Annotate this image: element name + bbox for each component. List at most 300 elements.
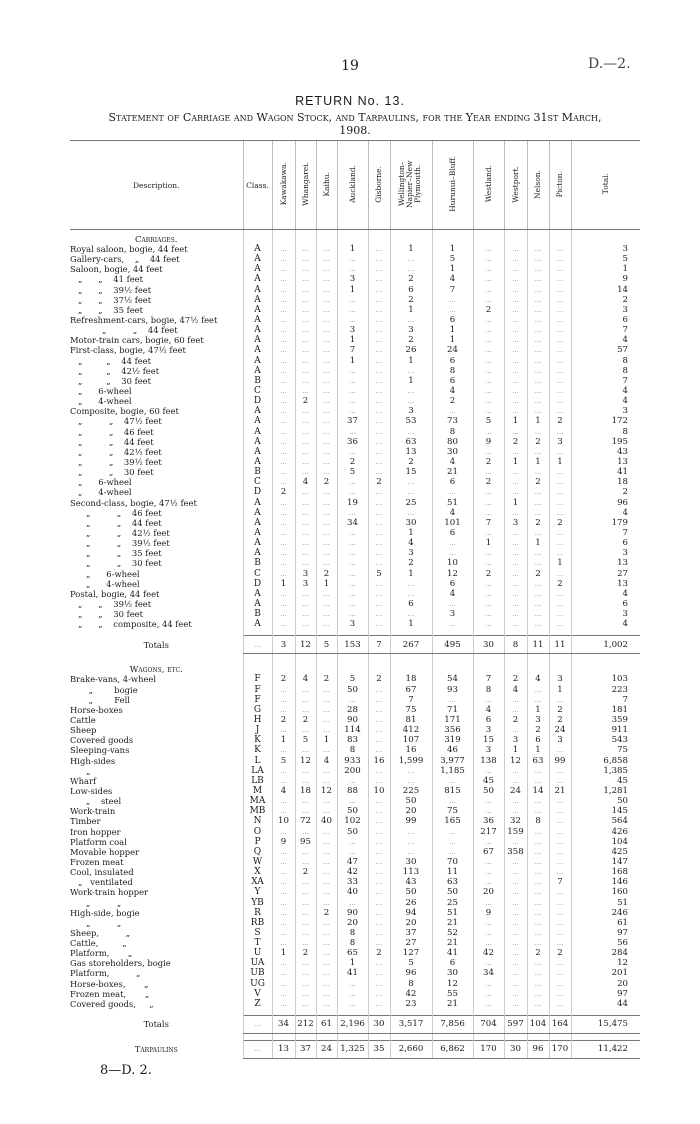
row-total: 3: [571, 609, 640, 619]
row-value: 1: [272, 579, 295, 589]
row-value: ...: [504, 766, 527, 776]
row-value: ...: [473, 938, 504, 948]
row-value: 5: [272, 755, 295, 765]
row-value: ...: [527, 599, 549, 609]
table-row: [70, 989, 640, 999]
row-value: ...: [549, 958, 571, 968]
row-value: ...: [549, 244, 571, 254]
table-row: [70, 548, 640, 558]
row-value: 51: [432, 908, 473, 918]
row-total: 75: [571, 745, 640, 755]
row-value: 3,517: [390, 1015, 432, 1033]
row-value: 95: [295, 837, 316, 847]
row-value: 99: [549, 755, 571, 765]
row-value: ...: [368, 816, 390, 826]
table-row: [70, 467, 640, 477]
row-value: ...: [316, 295, 337, 305]
row-description: „ „ 44 feet: [70, 325, 178, 336]
row-total: 146: [571, 877, 640, 887]
row-value: 88: [337, 786, 368, 796]
row-description: „ „ 47½ feet: [70, 416, 162, 427]
row-value: ...: [549, 897, 571, 907]
row-value: 2: [368, 674, 390, 684]
row-value: ...: [272, 599, 295, 609]
row-total: 18: [571, 477, 640, 487]
row-value: ...: [549, 325, 571, 335]
row-value: 12: [432, 979, 473, 989]
col-header-westport: Westport.: [504, 141, 527, 230]
row-value: ...: [337, 295, 368, 305]
row-class: A: [243, 498, 272, 508]
row-value: ...: [549, 335, 571, 345]
return-title: RETURN No. 13.: [295, 94, 405, 108]
empty-cell: [316, 660, 337, 674]
row-class: P: [243, 837, 272, 847]
row-value: ...: [295, 274, 316, 284]
row-value: 597: [504, 1015, 527, 1033]
row-value: ...: [337, 406, 368, 416]
col-header-gisborne: Gisborne.: [368, 141, 390, 230]
row-value: 42: [473, 948, 504, 958]
table-row: [70, 335, 640, 345]
empty-cell: [272, 230, 295, 245]
table-row: [70, 928, 640, 938]
row-value: 34: [337, 518, 368, 528]
row-value: ...: [272, 806, 295, 816]
row-value: ...: [368, 264, 390, 274]
row-description: „ 4-wheel: [70, 578, 140, 589]
row-value: 24: [316, 1040, 337, 1058]
row-value: ...: [473, 406, 504, 416]
row-total: 43: [571, 447, 640, 457]
row-value: 4: [390, 538, 432, 548]
row-class: Y: [243, 887, 272, 897]
table-row: [70, 968, 640, 978]
row-value: ...: [432, 538, 473, 548]
row-value: 67: [390, 684, 432, 694]
row-value: ...: [295, 796, 316, 806]
row-value: 1: [272, 948, 295, 958]
col-header-description: Description.: [70, 141, 243, 230]
empty-cell: [473, 1033, 504, 1040]
row-value: ...: [295, 467, 316, 477]
row-total: 179: [571, 518, 640, 528]
row-value: ...: [473, 295, 504, 305]
row-value: 4: [272, 786, 295, 796]
row-value: ...: [368, 958, 390, 968]
row-value: ...: [368, 826, 390, 836]
row-value: ...: [504, 558, 527, 568]
row-value: ...: [316, 396, 337, 406]
row-value: 4: [316, 755, 337, 765]
row-value: ...: [432, 619, 473, 629]
row-value: 30: [432, 447, 473, 457]
table-row: [70, 715, 640, 725]
row-class: K: [243, 745, 272, 755]
row-value: 2: [549, 948, 571, 958]
row-value: 13: [390, 447, 432, 457]
spacer-row: [70, 1033, 640, 1040]
row-value: ...: [316, 918, 337, 928]
table-row: [70, 447, 640, 457]
row-value: ...: [549, 695, 571, 705]
row-value: ...: [527, 467, 549, 477]
row-description: Timber: [70, 816, 101, 827]
row-value: ...: [368, 989, 390, 999]
row-value: ...: [368, 619, 390, 629]
row-value: ...: [527, 684, 549, 694]
row-value: ...: [316, 877, 337, 887]
row-value: 7: [549, 877, 571, 887]
row-value: ...: [473, 857, 504, 867]
row-value: ...: [390, 609, 432, 619]
row-total: 97: [571, 989, 640, 999]
empty-cell: [368, 1033, 390, 1040]
row-value: ...: [368, 684, 390, 694]
row-value: 2: [527, 518, 549, 528]
row-value: ...: [316, 968, 337, 978]
row-value: ...: [549, 569, 571, 579]
row-value: ...: [504, 376, 527, 386]
row-value: ...: [272, 826, 295, 836]
carriages-totals-row: [70, 636, 640, 654]
row-description: „ „ 30 feet: [70, 375, 151, 386]
empty-cell: [243, 230, 272, 245]
row-value: 96: [527, 1040, 549, 1058]
empty-cell: [571, 660, 640, 674]
row-value: 4: [527, 674, 549, 684]
row-class: D: [243, 579, 272, 589]
row-value: ...: [549, 589, 571, 599]
row-value: 20: [390, 918, 432, 928]
row-value: 8: [337, 745, 368, 755]
row-value: 14: [527, 786, 549, 796]
row-value: 63: [432, 877, 473, 887]
row-value: ...: [549, 285, 571, 295]
row-value: ...: [368, 558, 390, 568]
row-value: ...: [316, 609, 337, 619]
row-value: 27: [390, 938, 432, 948]
row-value: ...: [272, 548, 295, 558]
row-value: 5: [368, 569, 390, 579]
row-value: 15: [390, 467, 432, 477]
row-value: 1: [527, 745, 549, 755]
row-value: ...: [295, 776, 316, 786]
row-value: ...: [272, 867, 295, 877]
row-value: ...: [473, 579, 504, 589]
row-value: 20: [337, 918, 368, 928]
row-class: LA: [243, 766, 272, 776]
row-value: ...: [473, 619, 504, 629]
row-description: Work-train: [70, 806, 116, 817]
row-value: 3: [390, 548, 432, 558]
row-value: ...: [295, 244, 316, 254]
row-value: ...: [504, 725, 527, 735]
row-value: ...: [504, 776, 527, 786]
row-value: 80: [432, 437, 473, 447]
row-value: 54: [432, 674, 473, 684]
row-value: ...: [549, 837, 571, 847]
row-value: ...: [473, 447, 504, 457]
row-value: ...: [368, 356, 390, 366]
row-value: 1: [337, 356, 368, 366]
row-value: 30: [432, 968, 473, 978]
row-value: ...: [295, 498, 316, 508]
document-reference: D.—2.: [588, 56, 631, 72]
row-value: 2: [272, 674, 295, 684]
row-value: 5: [295, 735, 316, 745]
empty-cell: [527, 660, 549, 674]
row-value: ...: [295, 989, 316, 999]
row-value: ...: [316, 806, 337, 816]
row-description: High-side, bogie: [70, 907, 140, 918]
row-value: ...: [337, 599, 368, 609]
row-class: MA: [243, 796, 272, 806]
table-row: [70, 416, 640, 426]
row-total: 3: [571, 305, 640, 315]
row-value: ...: [272, 305, 295, 315]
row-value: ...: [368, 467, 390, 477]
row-value: 72: [295, 816, 316, 826]
row-value: ...: [527, 274, 549, 284]
row-value: ...: [504, 609, 527, 619]
row-value: ...: [368, 315, 390, 325]
row-value: ...: [272, 968, 295, 978]
row-value: ...: [295, 725, 316, 735]
row-value: ...: [316, 837, 337, 847]
row-value: ...: [432, 837, 473, 847]
row-value: ...: [432, 826, 473, 836]
empty-cell: [337, 230, 368, 245]
row-class: V: [243, 989, 272, 999]
row-value: ...: [272, 508, 295, 518]
row-value: ...: [527, 619, 549, 629]
row-value: 2: [368, 948, 390, 958]
row-class: D: [243, 487, 272, 497]
row-total: 1,002: [571, 636, 640, 654]
row-value: 11: [527, 636, 549, 654]
row-value: ...: [504, 948, 527, 958]
row-value: ...: [549, 345, 571, 355]
row-class: A: [243, 406, 272, 416]
row-value: ...: [368, 589, 390, 599]
row-value: ...: [473, 254, 504, 264]
row-value: ...: [504, 968, 527, 978]
table-row: [70, 877, 640, 887]
empty-cell: [337, 1033, 368, 1040]
row-value: ...: [295, 897, 316, 907]
row-value: 4: [432, 386, 473, 396]
row-total: 4: [571, 619, 640, 629]
row-total: 6: [571, 599, 640, 609]
row-value: ...: [504, 918, 527, 928]
row-value: 1: [337, 285, 368, 295]
row-value: 4: [473, 705, 504, 715]
row-value: ...: [527, 796, 549, 806]
row-value: ...: [549, 989, 571, 999]
row-class: A: [243, 447, 272, 457]
row-value: ...: [390, 589, 432, 599]
row-value: ...: [295, 857, 316, 867]
row-description: „ 6-wheel: [70, 477, 132, 488]
row-value: ...: [337, 528, 368, 538]
row-value: ...: [549, 406, 571, 416]
row-value: 2: [527, 437, 549, 447]
empty-cell: [337, 660, 368, 674]
row-value: 16: [368, 755, 390, 765]
row-value: ...: [549, 857, 571, 867]
row-value: ...: [549, 356, 571, 366]
empty-cell: [295, 1033, 316, 1040]
row-value: ...: [527, 857, 549, 867]
row-value: ...: [272, 447, 295, 457]
row-value: ...: [549, 447, 571, 457]
row-value: 170: [549, 1040, 571, 1058]
row-value: ...: [368, 837, 390, 847]
row-value: ...: [504, 589, 527, 599]
row-value: 6: [473, 715, 504, 725]
row-class: Z: [243, 999, 272, 1009]
row-description: Platform, „: [70, 968, 141, 979]
row-value: ...: [295, 558, 316, 568]
row-value: 2: [473, 569, 504, 579]
row-description: Horse-boxes, „: [70, 978, 149, 989]
row-value: 6: [432, 315, 473, 325]
row-value: ...: [316, 386, 337, 396]
row-value: ...: [368, 498, 390, 508]
row-value: 1: [272, 735, 295, 745]
row-value: ...: [527, 867, 549, 877]
row-value: ...: [295, 447, 316, 457]
row-value: 2: [337, 457, 368, 467]
row-value: ...: [295, 254, 316, 264]
row-value: ...: [504, 315, 527, 325]
row-value: ...: [432, 847, 473, 857]
row-total: 8: [571, 427, 640, 437]
row-description: Iron hopper: [70, 826, 121, 837]
row-value: ...: [504, 345, 527, 355]
row-value: ...: [272, 366, 295, 376]
row-total: 4: [571, 589, 640, 599]
row-value: ...: [368, 579, 390, 589]
row-value: ...: [272, 609, 295, 619]
row-value: ...: [473, 264, 504, 274]
row-value: ...: [549, 619, 571, 629]
row-total: 7: [571, 376, 640, 386]
row-value: ...: [368, 366, 390, 376]
row-value: ...: [368, 599, 390, 609]
row-value: ...: [295, 335, 316, 345]
row-value: ...: [295, 538, 316, 548]
row-value: 19: [337, 498, 368, 508]
row-value: ...: [473, 958, 504, 968]
row-description: First-class, bogie, 47½ feet: [70, 345, 186, 356]
row-total: 41: [571, 467, 640, 477]
row-value: 933: [337, 755, 368, 765]
row-value: 50: [432, 887, 473, 897]
wagons-heading-row: [70, 660, 640, 674]
row-value: ...: [527, 897, 549, 907]
empty-cell: [368, 660, 390, 674]
row-value: ...: [549, 528, 571, 538]
section-heading: Wagons, etc.: [129, 664, 183, 675]
row-value: 81: [390, 715, 432, 725]
row-value: ...: [527, 264, 549, 274]
row-value: 4: [432, 457, 473, 467]
row-value: ...: [549, 826, 571, 836]
row-total: 7: [571, 528, 640, 538]
row-value: 75: [390, 705, 432, 715]
row-value: ...: [504, 528, 527, 538]
row-description: Refreshment-cars, bogie, 47½ feet: [70, 315, 218, 326]
row-value: ...: [337, 796, 368, 806]
row-value: ...: [337, 254, 368, 264]
row-value: ...: [337, 897, 368, 907]
row-value: ...: [504, 908, 527, 918]
row-value: ...: [316, 619, 337, 629]
row-value: ...: [504, 877, 527, 887]
row-value: ...: [473, 979, 504, 989]
row-value: ...: [368, 386, 390, 396]
row-value: ...: [337, 999, 368, 1009]
row-value: 7: [368, 636, 390, 654]
row-value: ...: [527, 548, 549, 558]
row-class: MB: [243, 806, 272, 816]
row-value: 4: [432, 274, 473, 284]
row-class: A: [243, 518, 272, 528]
row-description: „ „ 37½ feet: [70, 294, 152, 305]
section-heading: Carriages.: [135, 234, 178, 244]
row-value: ...: [549, 467, 571, 477]
row-value: ...: [316, 766, 337, 776]
row-value: 5: [316, 636, 337, 654]
row-value: 2: [368, 477, 390, 487]
table-row: [70, 376, 640, 386]
row-value: ...: [368, 908, 390, 918]
row-value: ...: [272, 589, 295, 599]
row-value: 10: [432, 558, 473, 568]
row-total: 284: [571, 948, 640, 958]
row-value: ...: [527, 908, 549, 918]
row-value: 25: [390, 498, 432, 508]
row-value: ...: [316, 589, 337, 599]
row-value: ...: [549, 487, 571, 497]
row-class: A: [243, 416, 272, 426]
row-value: 2: [549, 518, 571, 528]
row-value: ...: [272, 938, 295, 948]
row-value: ...: [432, 776, 473, 786]
row-description: „ „ 30 feet: [70, 467, 154, 478]
row-value: ...: [504, 958, 527, 968]
row-value: ...: [473, 325, 504, 335]
row-value: ...: [504, 579, 527, 589]
row-value: ...: [549, 538, 571, 548]
row-value: ...: [473, 999, 504, 1009]
row-description: „ „ 35 feet: [70, 548, 162, 559]
table-row: [70, 609, 640, 619]
row-class: A: [243, 305, 272, 315]
row-value: 164: [549, 1015, 571, 1033]
row-value: ...: [504, 999, 527, 1009]
col-header-wellington: Wellington–Napier–New Plymouth.: [390, 141, 432, 230]
empty-cell: [316, 1033, 337, 1040]
row-value: 35: [368, 1040, 390, 1058]
row-value: 200: [337, 766, 368, 776]
row-value: ...: [295, 295, 316, 305]
row-description: Totals: [143, 639, 169, 650]
row-description: „ 6-wheel: [70, 386, 132, 397]
row-total: 13: [571, 457, 640, 467]
